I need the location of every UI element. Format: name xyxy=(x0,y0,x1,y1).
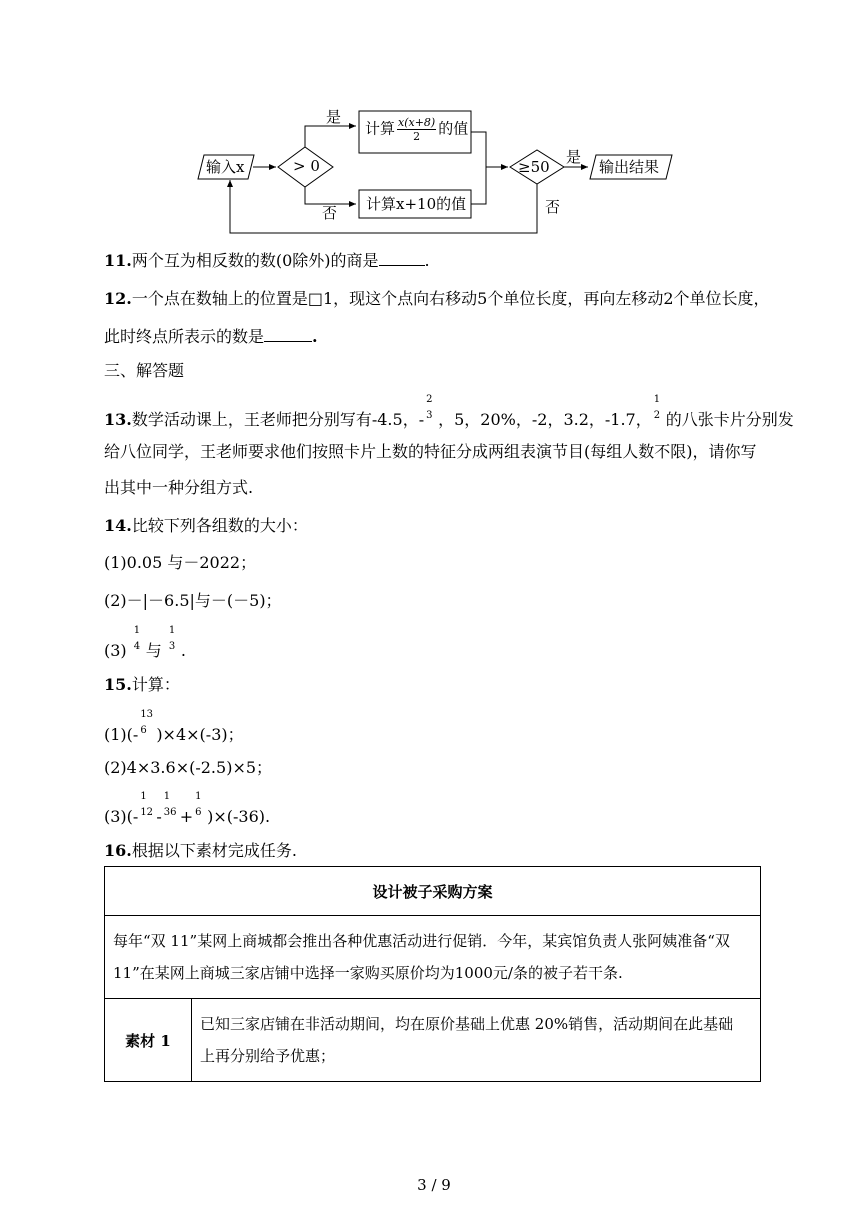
q14-fraction-1 xyxy=(132,625,146,656)
q15-number: 15. xyxy=(104,675,132,694)
material-1-label: 素材 1 xyxy=(105,999,192,1082)
question-12 xyxy=(104,291,770,307)
calc-bottom-label: 计算x+10的值 xyxy=(366,195,467,213)
q14-fraction-2 xyxy=(167,625,181,656)
q15-part3 xyxy=(104,791,271,826)
q12-text: 一个点在数轴上的位置是□1，现这个点向右移动5个单位长度，再向左移动2个单位长度， xyxy=(131,289,770,308)
q13-f1-num: 2 xyxy=(426,394,433,405)
q14-p3c: . xyxy=(180,641,186,660)
q12-end: . xyxy=(312,327,318,346)
q13-line1c: 的八张卡片分别发 xyxy=(665,410,794,429)
material-1-line2: 上再分别给予优惠； xyxy=(200,1047,336,1065)
table-intro-line2: 11”在某网上商城三家店铺中选择一家购买原价均为1000元/条的被子若干条. xyxy=(113,964,623,982)
q14-f1-num: 1 xyxy=(133,625,141,636)
material-1-content xyxy=(192,999,761,1082)
q15-fb-den: 36 xyxy=(163,807,177,818)
no2-label: 否 xyxy=(545,198,561,216)
q12-number: 12. xyxy=(104,289,132,308)
q11-end: . xyxy=(424,251,430,270)
q14-part2: (2)－|－6.5|与－(－5)； xyxy=(104,591,282,610)
question-11 xyxy=(104,251,430,269)
q15-f-num: 13 xyxy=(140,709,154,720)
q15-p1b: )×4×(-3)； xyxy=(156,725,244,744)
task-table xyxy=(104,866,761,1082)
condition1-label: > 0 xyxy=(293,157,320,175)
q11-number: 11. xyxy=(104,251,132,270)
q15-part1 xyxy=(104,709,244,744)
q14-number: 14. xyxy=(104,516,132,535)
q14-f2-num: 1 xyxy=(168,625,176,636)
calc-top-box xyxy=(365,117,468,142)
q12-blank[interactable] xyxy=(264,327,312,342)
q15-fraction-a xyxy=(138,791,156,822)
table-intro xyxy=(105,916,761,999)
q14-part3 xyxy=(104,625,186,660)
question-15 xyxy=(104,677,180,693)
q16-number: 16. xyxy=(104,841,132,860)
q13-fraction-1 xyxy=(424,394,438,425)
output-label: 输出结果 xyxy=(599,158,660,176)
input-label: 输入x xyxy=(206,158,245,176)
q15-f-den: 6 xyxy=(140,725,147,736)
q13-number: 13. xyxy=(104,410,132,429)
q13-line2: 给八位同学，王老师要求他们按照卡片上数的特征分成两组表演节目(每组人数不限)，请你写 xyxy=(104,442,757,461)
q11-blank[interactable] xyxy=(379,251,425,266)
q15-p3-plus: + xyxy=(179,807,194,826)
q15-p3b: )×(-36). xyxy=(207,807,271,826)
q13-f2-num: 1 xyxy=(653,394,661,405)
condition2-label: ≥50 xyxy=(518,158,550,176)
q15-p1a: (1)(- xyxy=(104,725,139,744)
calc-top-numerator: x(x+8) xyxy=(398,116,436,129)
q15-fraction-b xyxy=(162,791,180,822)
q15-title: 计算： xyxy=(131,675,180,694)
q15-fc-num: 1 xyxy=(195,791,202,802)
material-1-line1: 已知三家店铺在非活动期间，均在原价基础上优惠 20%销售，活动期间在此基础 xyxy=(200,1015,734,1033)
q14-p3a: (3) xyxy=(104,641,132,660)
q16-title: 根据以下素材完成任务. xyxy=(131,841,297,860)
q15-p3-minus: - xyxy=(156,807,162,826)
calc-top-denominator: 2 xyxy=(413,130,421,143)
table-header: 设计被子采购方案 xyxy=(105,867,761,916)
q13-f2-den: 2 xyxy=(653,410,661,421)
q13-line1b: ，5，20%，-2，3.2，-1.7， xyxy=(438,410,652,429)
q15-fb-num: 1 xyxy=(163,791,171,802)
question-14 xyxy=(104,518,308,534)
question-12-line2 xyxy=(104,327,318,345)
q13-f1-den: 3 xyxy=(426,410,433,421)
q14-part1: (1)0.05 与－2022； xyxy=(104,553,257,572)
table-intro-line1: 每年“双 11”某网上商城都会推出各种优惠活动进行促销．今年，某宾馆负责人张阿姨准备“双 xyxy=(113,932,730,950)
q14-f2-den: 3 xyxy=(168,641,176,652)
no1-label: 否 xyxy=(322,204,338,222)
q14-p3b: 与 xyxy=(145,641,167,660)
q14-title: 比较下列各组数的大小： xyxy=(131,516,308,535)
q13-line3: 出其中一种分组方式. xyxy=(104,478,254,497)
q14-f1-den: 4 xyxy=(133,641,141,652)
q15-fa-den: 12 xyxy=(140,807,154,818)
page-number: 3 / 9 xyxy=(417,1176,451,1194)
calc-top-prefix: 计算 xyxy=(365,119,396,138)
q15-fc-den: 6 xyxy=(195,807,202,818)
q12-text2: 此时终点所表示的数是 xyxy=(104,327,265,346)
section-heading: 三、解答题 xyxy=(104,361,185,380)
calc-top-suffix: 的值 xyxy=(438,119,469,138)
question-13 xyxy=(104,394,794,429)
q13-line1a: 数学活动课上，王老师把分别写有-4.5，- xyxy=(131,410,425,429)
q15-fraction-c xyxy=(193,791,207,822)
q15-p3a: (3)(- xyxy=(104,807,139,826)
q11-text: 两个互为相反数的数(0除外)的商是 xyxy=(131,251,379,270)
yes2-label: 是 xyxy=(566,148,582,166)
q13-fraction-2 xyxy=(652,394,666,425)
q15-fraction-1 xyxy=(138,709,156,740)
question-16 xyxy=(104,843,297,859)
q15-fa-num: 1 xyxy=(140,791,147,802)
q15-part2: (2)4×3.6×(-2.5)×5； xyxy=(104,758,273,777)
yes1-label: 是 xyxy=(326,108,342,126)
calc-top-fraction xyxy=(397,117,436,142)
flowchart xyxy=(190,100,710,242)
